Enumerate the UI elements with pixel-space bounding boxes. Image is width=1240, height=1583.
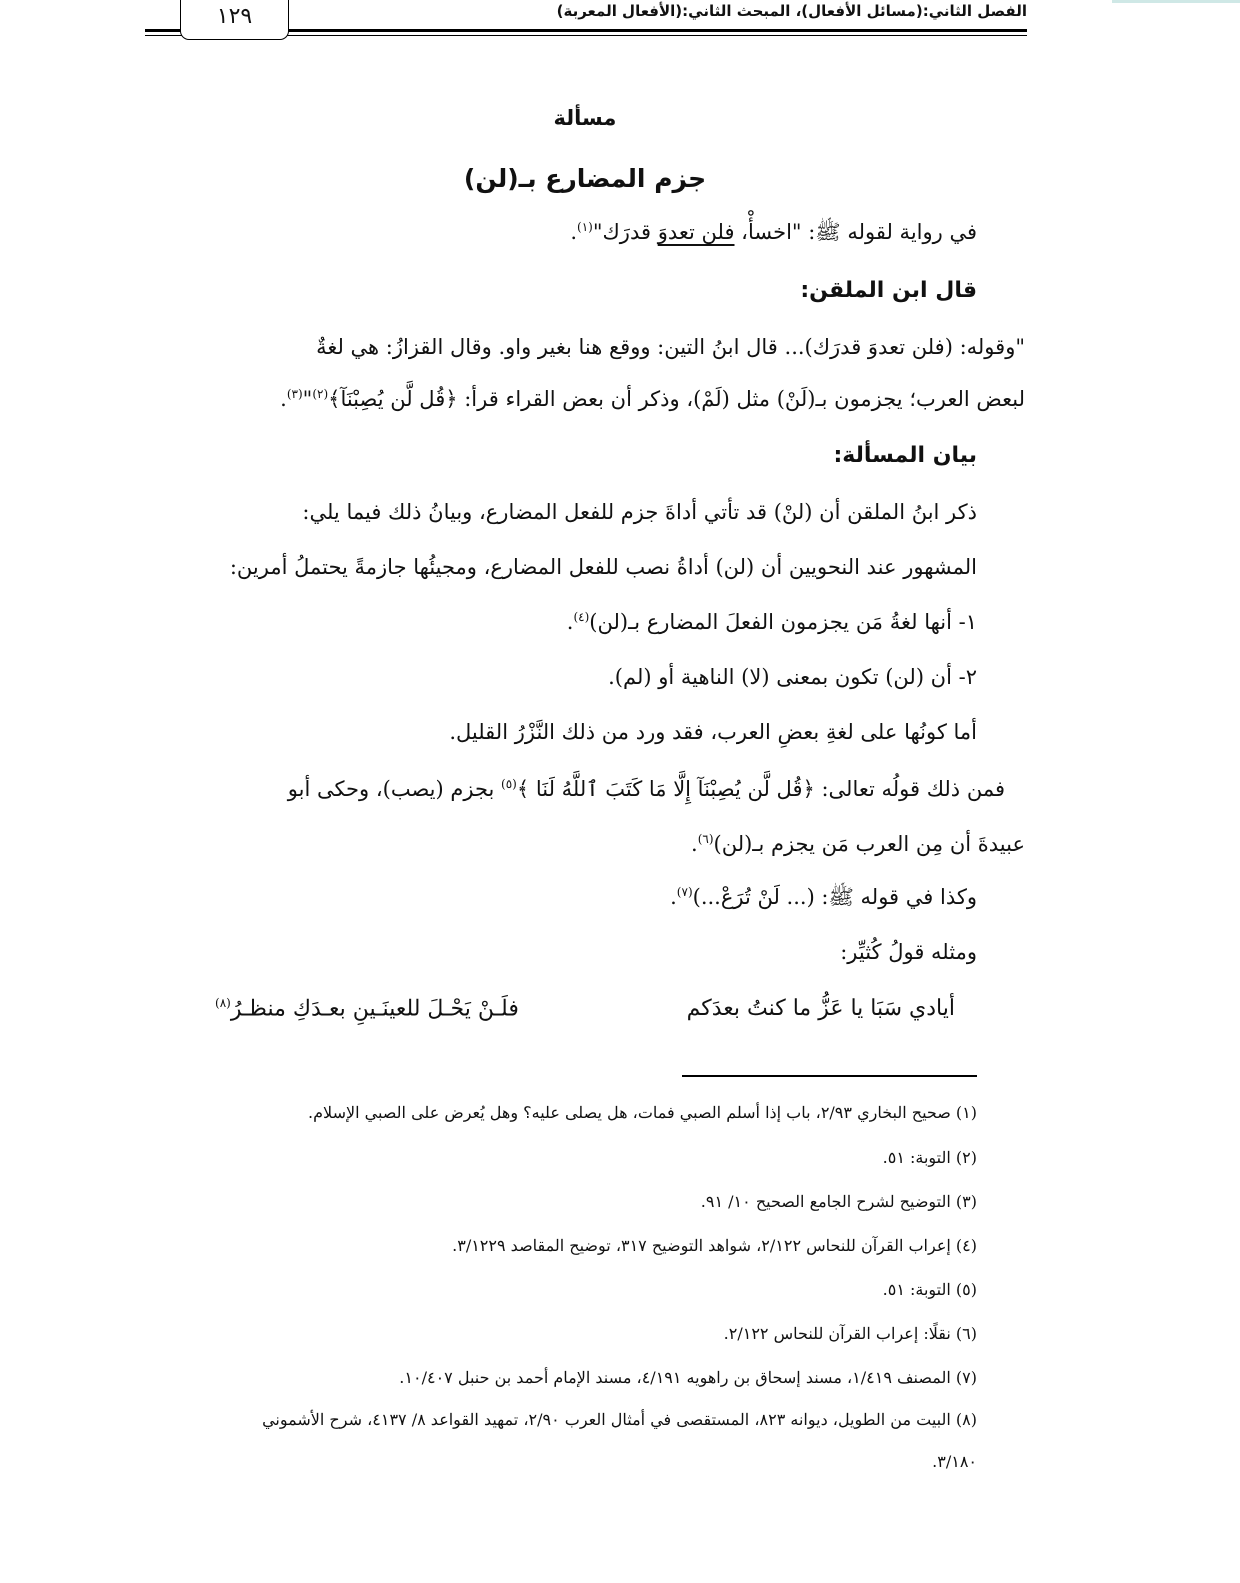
- section-heading: مسألة: [553, 106, 617, 130]
- verse-second-hemistich: فلَـنْ يَحْـلَ للعينَـينِ بعـدَكِ منظـرُ$^{(٨)}$: [215, 996, 519, 1022]
- issue-heading: جزم المضارع بـ(لن): [463, 164, 707, 193]
- footnote-continuation: ٣/١٨٠.: [932, 1452, 977, 1471]
- footnote-ref: (٤): [573, 610, 590, 624]
- footnote: (٤) إعراب القرآن للنحاس ٢/١٢٢، شواهد التوضيح ٣١٧، توضيح المقاصد ٣/١٢٢٩.: [452, 1236, 977, 1255]
- section-subtitle: (الأفعال المعربة): [556, 2, 683, 20]
- footnote: (٧) المصنف ١/٤١٩، مسند إسحاق بن راهويه ٤/١٩١، مسند الإمام أحمد بن حنبل ١٠/٤٠٧.: [399, 1368, 977, 1387]
- text-line: عبيدةَ أن مِن العرب مَن يجزم بـ(لن)$^{(٦)}$.: [691, 832, 1025, 856]
- underlined-phrase: فلن تعدوَ: [657, 220, 735, 244]
- text-line: أما كونُها على لغةِ بعضِ العرب، فقد ورد من ذلك النَّزْرُ القليل.: [449, 720, 977, 744]
- chapter-label: الفصل الثاني: [928, 2, 1027, 20]
- text-line: فمن ذلك قولُه تعالى: ﴿قُل لَّن يُصِبْنَآ إِلَّا مَا كَتَبَ ٱللَّهُ لَنَا ﴾$^{(٥)}$ بجزم (يصب)، وحكى أبو: [287, 777, 1005, 801]
- text-line: المشهور عند النحويين أن (لن) أداةُ نصب للفعل المضارع، ومجيئُها جازمةً يحتملُ أمرين:: [229, 555, 977, 579]
- footnote: (٦) نقلًا: إعراب القرآن للنحاس ٢/١٢٢.: [723, 1324, 977, 1343]
- page-number: ١٢٩: [180, 0, 289, 40]
- list-item: ٢- أن (لن) تكون بمعنى (لا) الناهية أو (لم).: [608, 665, 977, 689]
- text-line: ذكر ابنُ الملقن أن (لنْ) قد تأتي أداةَ جزم للفعل المضارع، وبيانُ ذلك فيما يلي:: [302, 500, 977, 524]
- text-line: وكذا في قوله ﷺ: (... لَنْ تُرَعْ...)$^{(٧)}$.: [670, 885, 977, 909]
- footnote: (١) صحيح البخاري ٢/٩٣، باب إذا أسلم الصبي فمات، هل يصلى عليه؟ وهل يُعرض على الصبي الإسلام.: [308, 1103, 977, 1122]
- quote-line: لبعض العرب؛ يجزمون بـ(لَنْ) مثل (لَمْ)، وذكر أن بعض القراء قرأ: ﴿قُل لَّن يُصِبْنَآ﴾$^{(٢)}$"$^{(٣)}$.: [280, 387, 1025, 411]
- footnote-ref: (٧): [676, 885, 693, 899]
- footnote-ref: (٣): [286, 387, 303, 401]
- list-item: ١- أنها لغةُ مَن يجزمون الفعلَ المضارع بـ(لن)$^{(٤)}$.: [566, 610, 977, 634]
- text-line: ومثله قولُ كُثيِّر:: [840, 940, 977, 964]
- side-heading: بيان المسألة:: [833, 443, 977, 468]
- section-label: المبحث الثاني: [688, 2, 791, 20]
- main-text: [145, 0, 1025, 1583]
- footnote-ref: (٦): [697, 832, 714, 846]
- text-line: في رواية لقوله ﷺ: "اخسأْ، فلن تعدوَ قدرَك"$^{(١)}$.: [570, 220, 977, 244]
- chapter-subtitle: (مسائل الأفعال): [801, 2, 923, 20]
- footnote-ref: (٨): [215, 996, 231, 1010]
- side-heading: قال ابن الملقن:: [800, 278, 977, 303]
- corner-accent-line: [1112, 0, 1240, 3]
- footnote: (٥) التوبة: ٥١.: [882, 1280, 977, 1299]
- footnote: (٢) التوبة: ٥١.: [882, 1148, 977, 1167]
- quote-line: "وقوله: (فلن تعدوَ قدرَك)... قال ابنُ التين: ووقع هنا بغير واو. وقال القزازُ: هي لغةٌ: [316, 335, 1025, 359]
- footnote: (٣) التوضيح لشرح الجامع الصحيح ١٠/ ٩١.: [700, 1192, 977, 1211]
- verse-first-hemistich: أيادي سَبَا يا عَزُّ ما كنتُ بعدَكم: [686, 996, 955, 1021]
- footnote: (٨) البيت من الطويل، ديوانه ٨٢٣، المستقصى في أمثال العرب ٢/٩٠، تمهيد القواعد ٨/ ٤١٣٧، شرح الأشموني: [262, 1410, 977, 1429]
- footnote-ref: (٥): [501, 777, 517, 791]
- running-title: الفصل الثاني:(مسائل الأفعال)، المبحث الثاني:(الأفعال المعربة): [556, 2, 1027, 20]
- footnote-separator: [682, 1075, 977, 1077]
- footnote-ref: (١): [577, 220, 593, 234]
- footnote-ref: (٢): [312, 387, 329, 401]
